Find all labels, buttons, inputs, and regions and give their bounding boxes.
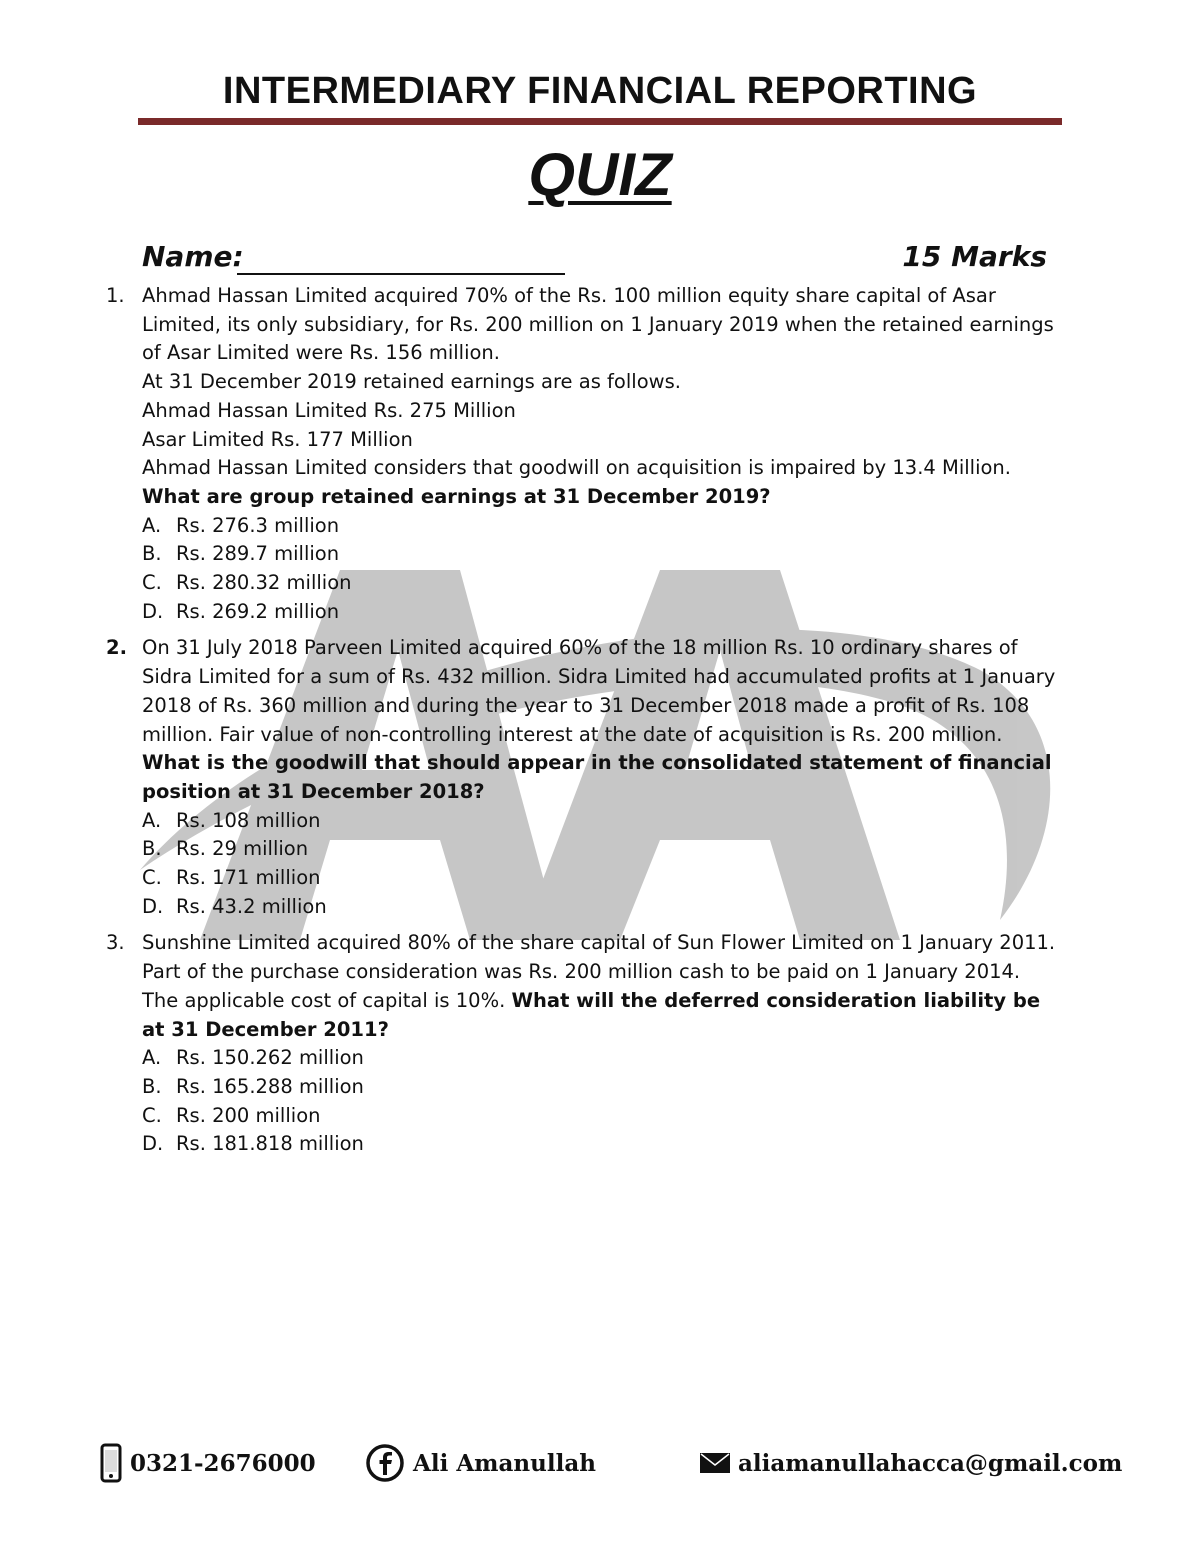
option-letter: D. (142, 894, 164, 918)
option-letter: B. (142, 837, 162, 861)
answer-options (142, 1044, 1060, 1159)
option-letter: B. (142, 1074, 162, 1098)
total-marks: 15 Marks (902, 240, 1047, 273)
option-text: Rs. 150.262 million (176, 1046, 364, 1070)
answer-option (142, 598, 1060, 627)
question-1 (100, 282, 1060, 626)
question-prompt: What will the deferred consideration liability be at 31 December 2011? (142, 988, 1041, 1041)
question-2 (100, 634, 1060, 921)
answer-option (142, 864, 1060, 893)
question-number: 2. (106, 636, 127, 660)
option-text: Rs. 165.288 million (176, 1074, 364, 1098)
footer-social (365, 1438, 596, 1488)
question-statement: Sunshine Limited acquired 80% of the share capital of Sun Flower Limited on 1 January 2011. Part of the purchase consideration was Rs. 200 million cash to be paid on 1 January 2014. The applicable cost of capital is 10%. (142, 931, 1056, 1012)
answer-options (142, 807, 1060, 922)
question-statement: Ahmad Hassan Limited Rs. 275 Million (142, 398, 516, 422)
footer (0, 1438, 1200, 1498)
option-letter: C. (142, 866, 162, 890)
quiz-title: QUIZ (528, 141, 672, 208)
option-text: Rs. 171 million (176, 866, 321, 890)
answer-option (142, 569, 1060, 598)
option-letter: B. (142, 542, 162, 566)
option-letter: A. (142, 1046, 162, 1070)
facebook-icon (365, 1443, 405, 1483)
question-3 (100, 929, 1060, 1159)
question-prompt: What is the goodwill that should appear in the consolidated statement of financial position at 31 December 2018? (142, 751, 1052, 803)
question-number: 1. (106, 284, 125, 307)
answer-option (142, 835, 1060, 864)
envelope-icon (700, 1452, 730, 1474)
option-letter: C. (142, 571, 162, 595)
question-prompt: What are group retained earnings at 31 December 2019? (142, 484, 771, 508)
option-text: Rs. 181.818 million (176, 1132, 364, 1156)
option-text: Rs. 43.2 million (176, 894, 327, 918)
answer-option (142, 1044, 1060, 1073)
question-list (100, 282, 1060, 1167)
option-letter: A. (142, 513, 162, 537)
option-text: Rs. 200 million (176, 1103, 321, 1127)
footer-phone (100, 1438, 316, 1488)
option-text: Rs. 269.2 million (176, 599, 340, 623)
option-text: Rs. 108 million (176, 808, 321, 832)
option-letter: D. (142, 599, 164, 623)
question-statement: Asar Limited Rs. 177 Million (142, 427, 413, 451)
answer-options (142, 512, 1060, 627)
option-letter: A. (142, 808, 162, 832)
option-text: Rs. 280.32 million (176, 571, 352, 595)
question-text (142, 426, 1060, 455)
question-text (142, 929, 1060, 1044)
option-letter: C. (142, 1103, 162, 1127)
question-statement: Ahmad Hassan Limited considers that goodwill on acquisition is impaired by 13.4 Million. (142, 456, 1011, 480)
question-statement: On 31 July 2018 Parveen Limited acquired 60% of the 18 million Rs. 10 ordinary shares of Sidra Limited for a sum of Rs. 432 million. Sidra Limited had accumulated profits at 1 January 2018 of Rs. 360 million and during the year to 31 December 2018 made a profit of Rs. 108 million. Fair value of non-controlling interest at the date of acquisition is Rs. 200 million. (142, 636, 1056, 746)
name-label: Name: (142, 240, 244, 273)
email-address: aliamanullahacca@gmail.com (738, 1449, 1123, 1477)
answer-option (142, 1073, 1060, 1102)
footer-email (700, 1438, 1122, 1488)
header-divider (138, 118, 1062, 125)
name-marks-row (142, 240, 1047, 280)
question-statement: Ahmad Hassan Limited acquired 70% of the Rs. 100 million equity share capital of Asar Limited, its only subsidiary, for Rs. 200 million on 1 January 2019 when the retained earnings of Asar Limited were Rs. 156 million. (142, 284, 1054, 365)
option-text: Rs. 289.7 million (176, 542, 340, 566)
question-text (142, 397, 1060, 426)
question-text (142, 454, 1060, 511)
question-number: 3. (106, 931, 125, 955)
option-text: Rs. 29 million (176, 837, 309, 861)
question-text (142, 368, 1060, 397)
question-text (142, 282, 1060, 368)
name-blank-line (237, 273, 565, 275)
answer-option (142, 512, 1060, 541)
answer-option (142, 893, 1060, 922)
answer-option (142, 1102, 1060, 1131)
document-header-title: INTERMEDIARY FINANCIAL REPORTING (222, 70, 978, 112)
author-name: Ali Amanullah (413, 1449, 596, 1477)
option-letter: D. (142, 1132, 164, 1156)
phone-icon (100, 1443, 122, 1483)
question-statement: At 31 December 2019 retained earnings are as follows. (142, 370, 681, 394)
question-text (142, 634, 1060, 806)
answer-option (142, 807, 1060, 836)
phone-number: 0321-2676000 (130, 1449, 316, 1477)
answer-option (142, 1130, 1060, 1159)
answer-option (142, 540, 1060, 569)
option-text: Rs. 276.3 million (176, 513, 340, 537)
